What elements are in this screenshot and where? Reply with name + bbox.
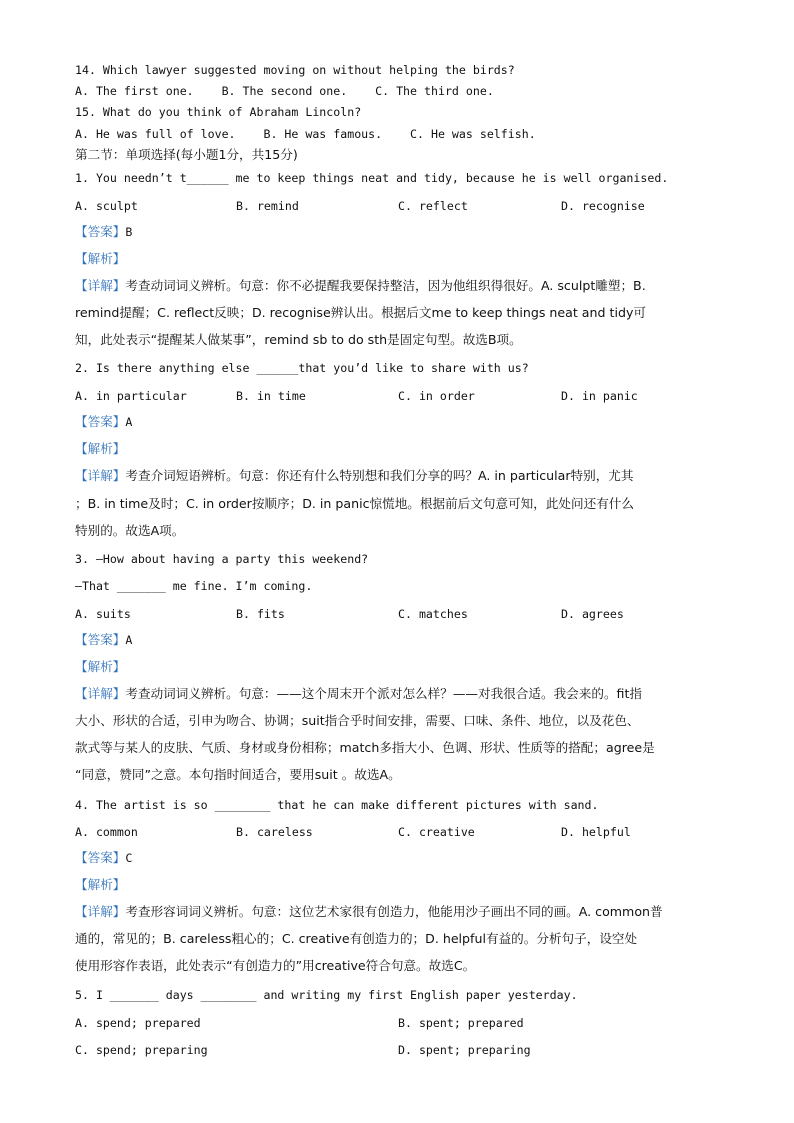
q15-stem: 15. What do you think of Abraham Lincoln?: [75, 105, 362, 119]
analysis-label: 【解析】: [75, 441, 126, 456]
q4-analysis: [75, 877, 125, 893]
q14-stem: 14. Which lawyer suggested moving on without helping the birds?: [75, 63, 515, 77]
detail-label: 【详解】: [75, 686, 126, 701]
q4-detail-line-3: 使用形容作表语，此处表示“有创造力的”用creative符合句意。故选C。: [75, 958, 476, 973]
q2-stem: 2. Is there anything else ______that you’d like to share with us?: [75, 361, 529, 375]
q3-detail-line-1: 【详解】考查动词词义辨析。句意：——这个周末开个派对怎么样？——对我很合适。我会来的。fit指: [75, 686, 642, 701]
q4-answer: [75, 850, 132, 866]
q3-option-b: B. fits: [236, 607, 285, 621]
q4-option-d: D. helpful: [561, 825, 631, 839]
analysis-label: 【解析】: [75, 251, 126, 266]
q2-detail-line-2: ；B. in time及时；C. in order按顺序；D. in panic惊慌地。根据前后文句意可知，此处问还有什么: [75, 496, 634, 511]
q4-option-c: C. creative: [398, 825, 475, 839]
q15-options: A. He was full of love. B. He was famous. C. He was selfish.: [75, 127, 536, 141]
q1-detail-line-3: 知，此处表示“提醒某人做某事”，remind sb to do sth是固定句型。故选B项。: [75, 332, 522, 347]
q4-option-a: A. common: [75, 825, 138, 839]
q4-stem: 4. The artist is so ________ that he can make different pictures with sand.: [75, 798, 599, 812]
q14-options: A. The first one. B. The second one. C. The third one.: [75, 84, 494, 98]
detail-label: 【详解】: [75, 468, 126, 483]
q1-detail-line-2: remind提醒；C. reflect反映；D. recognise辨认出。根据后文me to keep things neat and tidy可: [75, 305, 646, 320]
q5-option-c: C. spend; preparing: [75, 1043, 208, 1057]
answer-label: 【答案】: [75, 224, 126, 239]
q1-option-a: A. sculpt: [75, 199, 138, 213]
q3-detail-line-3: 款式等与某人的皮肤、气质、身材或身份相称；match多指大小、色调、形状、性质等的搭配；agree是: [75, 740, 655, 755]
q1-answer: [75, 224, 132, 240]
detail-label: 【详解】: [75, 904, 126, 919]
analysis-label: 【解析】: [75, 659, 126, 674]
q2-detail-line-1: 【详解】考查介词短语辨析。句意：你还有什么特别想和我们分享的吗？A. in particular特别，尤其: [75, 468, 634, 483]
analysis-label: 【解析】: [75, 877, 126, 892]
q3-answer-value: A: [125, 633, 133, 647]
q1-option-c: C. reflect: [398, 199, 468, 213]
q1-option-b: B. remind: [236, 199, 299, 213]
q1-option-d: D. recognise: [561, 199, 645, 213]
q3-option-d: D. agrees: [561, 607, 624, 621]
answer-label: 【答案】: [75, 414, 126, 429]
q1-analysis: [75, 251, 125, 267]
q3-analysis: [75, 659, 125, 675]
q1-stem: 1. You needn’t t______ me to keep things neat and tidy, because he is well organised.: [75, 171, 669, 185]
q3-answer: [75, 632, 132, 648]
q2-option-a: A. in particular: [75, 389, 187, 403]
q2-option-b: B. in time: [236, 389, 306, 403]
q2-answer-value: A: [125, 415, 133, 429]
q2-option-d: D. in panic: [561, 389, 638, 403]
q5-option-a: A. spend; prepared: [75, 1016, 201, 1030]
q3-stem-reply: —That _______ me fine. I’m coming.: [75, 579, 313, 593]
q3-detail-line-4: “同意，赞同”之意。本句指时间适合，要用suit 。故选A。: [75, 767, 401, 782]
answer-label: 【答案】: [75, 850, 126, 865]
q4-option-b: B. careless: [236, 825, 313, 839]
detail-label: 【详解】: [75, 278, 126, 293]
q2-answer: [75, 414, 132, 430]
q2-option-c: C. in order: [398, 389, 475, 403]
q1-answer-value: B: [125, 225, 133, 239]
q4-detail-line-2: 通的，常见的；B. careless粗心的；C. creative有创造力的；D. helpful有益的。分析句子，设空处: [75, 931, 638, 946]
answer-label: 【答案】: [75, 632, 126, 647]
q5-option-b: B. spent; prepared: [398, 1016, 524, 1030]
section-title: 第二节：单项选择(每小题1分，共15分): [75, 147, 298, 162]
q2-detail-line-3: 特别的。故选A项。: [75, 523, 185, 538]
q3-detail-line-2: 大小、形状的合适，引申为吻合、协调；suit指合乎时间安排，需要、口味、条件、地位，以及花色、: [75, 713, 640, 728]
q2-analysis: [75, 441, 125, 457]
q4-answer-value: C: [125, 851, 133, 865]
q4-detail-line-1: 【详解】考查形容词词义辨析。句意：这位艺术家很有创造力，他能用沙子画出不同的画。A. common普: [75, 904, 663, 919]
q3-option-a: A. suits: [75, 607, 131, 621]
q3-stem: 3. —How about having a party this weekend?: [75, 552, 369, 566]
q1-detail-line-1: 【详解】考查动词词义辨析。句意：你不必提醒我要保持整洁，因为他组织得很好。A. sculpt雕塑；B.: [75, 278, 646, 293]
q5-stem: 5. I _______ days ________ and writing my first English paper yesterday.: [75, 988, 578, 1002]
q5-option-d: D. spent; preparing: [398, 1043, 531, 1057]
q3-option-c: C. matches: [398, 607, 468, 621]
